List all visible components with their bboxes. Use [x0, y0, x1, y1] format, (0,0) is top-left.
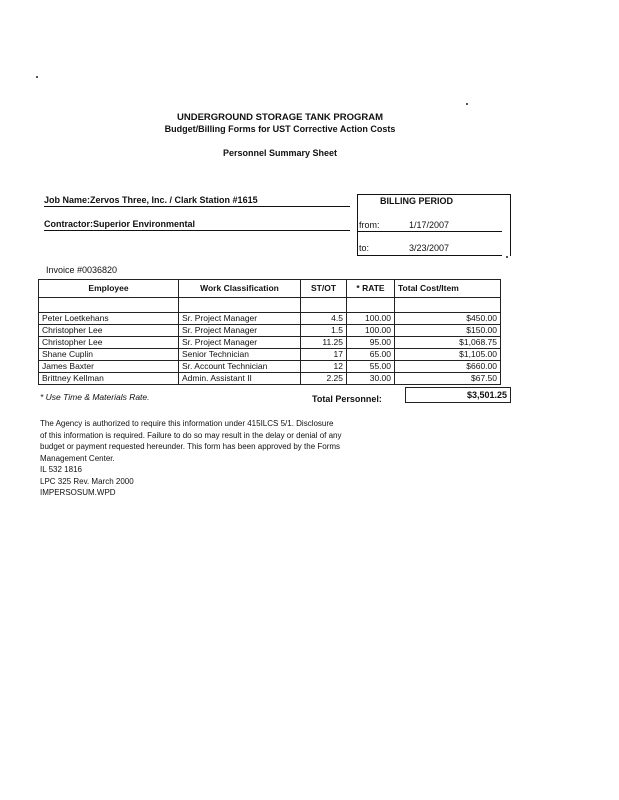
job-name-label: Job Name:: [44, 195, 91, 205]
disclosure-line: Management Center.: [40, 453, 115, 463]
rate: 65.00: [347, 349, 395, 361]
employee-name: Christopher Lee: [39, 325, 179, 337]
work-classification: Sr. Account Technician: [179, 361, 301, 373]
personnel-table: [38, 279, 501, 385]
billing-period-heading: BILLING PERIOD: [380, 196, 454, 206]
rate: 100.00: [347, 313, 395, 325]
st-ot-hours: 17: [301, 349, 347, 361]
job-name-value: Zervos Three, Inc. / Clark Station #1615: [90, 195, 258, 205]
table-row: [39, 337, 501, 349]
disclosure-line: budget or payment requested hereunder. This form has been approved by the Forms: [40, 442, 341, 451]
st-ot-hours: 4.5: [301, 313, 347, 325]
work-classification: Senior Technician: [179, 349, 301, 361]
program-title: UNDERGROUND STORAGE TANK PROGRAM: [176, 112, 383, 123]
work-classification: Sr. Project Manager: [179, 313, 301, 325]
employee-name: Brittney Kellman: [39, 373, 179, 385]
rate: 55.00: [347, 361, 395, 373]
invoice-number: Invoice #0036820: [46, 265, 118, 275]
billing-box-top: [357, 194, 510, 195]
table-row: [39, 325, 501, 337]
total-cost: $1,068.75: [395, 337, 501, 349]
billing-from-date: 1/17/2007: [409, 220, 450, 230]
form-subtitle: Budget/Billing Forms for UST Corrective Action Costs: [164, 124, 396, 134]
table-row: [39, 361, 501, 373]
disclosure-block: [40, 418, 390, 499]
col-header-total: Total Cost/Item: [395, 280, 501, 298]
total-cost: $1,105.00: [395, 349, 501, 361]
st-ot-hours: 1.5: [301, 325, 347, 337]
total-cost: $450.00: [395, 313, 501, 325]
scan-speck: [506, 256, 508, 258]
col-header-classification: Work Classification: [179, 280, 301, 298]
contractor-label: Contractor:: [44, 219, 93, 229]
col-header-rate: * RATE: [347, 280, 395, 298]
contractor-underline: [44, 230, 350, 231]
employee-name: James Baxter: [39, 361, 179, 373]
table-row: [39, 313, 501, 325]
job-name-row: [44, 195, 258, 205]
employee-name: Shane Cuplin: [39, 349, 179, 361]
job-name-underline: [44, 206, 350, 207]
sheet-title: Personnel Summary Sheet: [222, 148, 338, 158]
total-cost: $660.00: [395, 361, 501, 373]
total-cost: $150.00: [395, 325, 501, 337]
total-personnel-label: Total Personnel:: [312, 394, 382, 404]
scan-speck: [466, 103, 468, 105]
work-classification: Sr. Project Manager: [179, 325, 301, 337]
work-classification: Admin. Assistant II: [179, 373, 301, 385]
rate: 100.00: [347, 325, 395, 337]
employee-name: Peter Loetkehans: [39, 313, 179, 325]
form-revision: LPC 325 Rev. March 2000: [40, 476, 134, 486]
billing-to-label: to:: [359, 243, 370, 253]
st-ot-hours: 2.25: [301, 373, 347, 385]
file-name: IMPERSOSUM.WPD: [40, 488, 116, 497]
employee-name: Christopher Lee: [39, 337, 179, 349]
total-cost: $67.50: [395, 373, 501, 385]
disclosure-line: of this information is required. Failure to do so may result in the delay or denial of any: [40, 430, 342, 440]
col-header-employee: Employee: [39, 280, 179, 298]
st-ot-hours: 12: [301, 361, 347, 373]
rate: 30.00: [347, 373, 395, 385]
col-header-st-ot: ST/OT: [301, 280, 347, 298]
rate: 95.00: [347, 337, 395, 349]
form-number: IL 532 1816: [40, 465, 82, 474]
billing-to-underline: [357, 255, 502, 256]
contractor-row: [44, 219, 195, 229]
table-blank-row: [39, 298, 501, 313]
table-header-row: [39, 280, 501, 298]
disclosure-line: The Agency is authorized to require this information under 415ILCS 5/1. Disclosure: [40, 419, 334, 428]
billing-to-date: 3/23/2007: [409, 243, 450, 253]
contractor-value: Superior Environmental: [93, 219, 196, 229]
st-ot-hours: 11.25: [301, 337, 347, 349]
table-row: [39, 349, 501, 361]
billing-box-right: [510, 194, 511, 256]
billing-from-underline: [357, 231, 502, 232]
scan-speck: [36, 76, 38, 78]
work-classification: Sr. Project Manager: [179, 337, 301, 349]
rate-footnote: * Use Time & Materials Rate.: [40, 392, 150, 402]
billing-box-left: [357, 194, 358, 256]
billing-from-label: from:: [359, 220, 380, 230]
total-personnel-value: $3,501.25: [405, 387, 511, 403]
table-row: [39, 373, 501, 385]
